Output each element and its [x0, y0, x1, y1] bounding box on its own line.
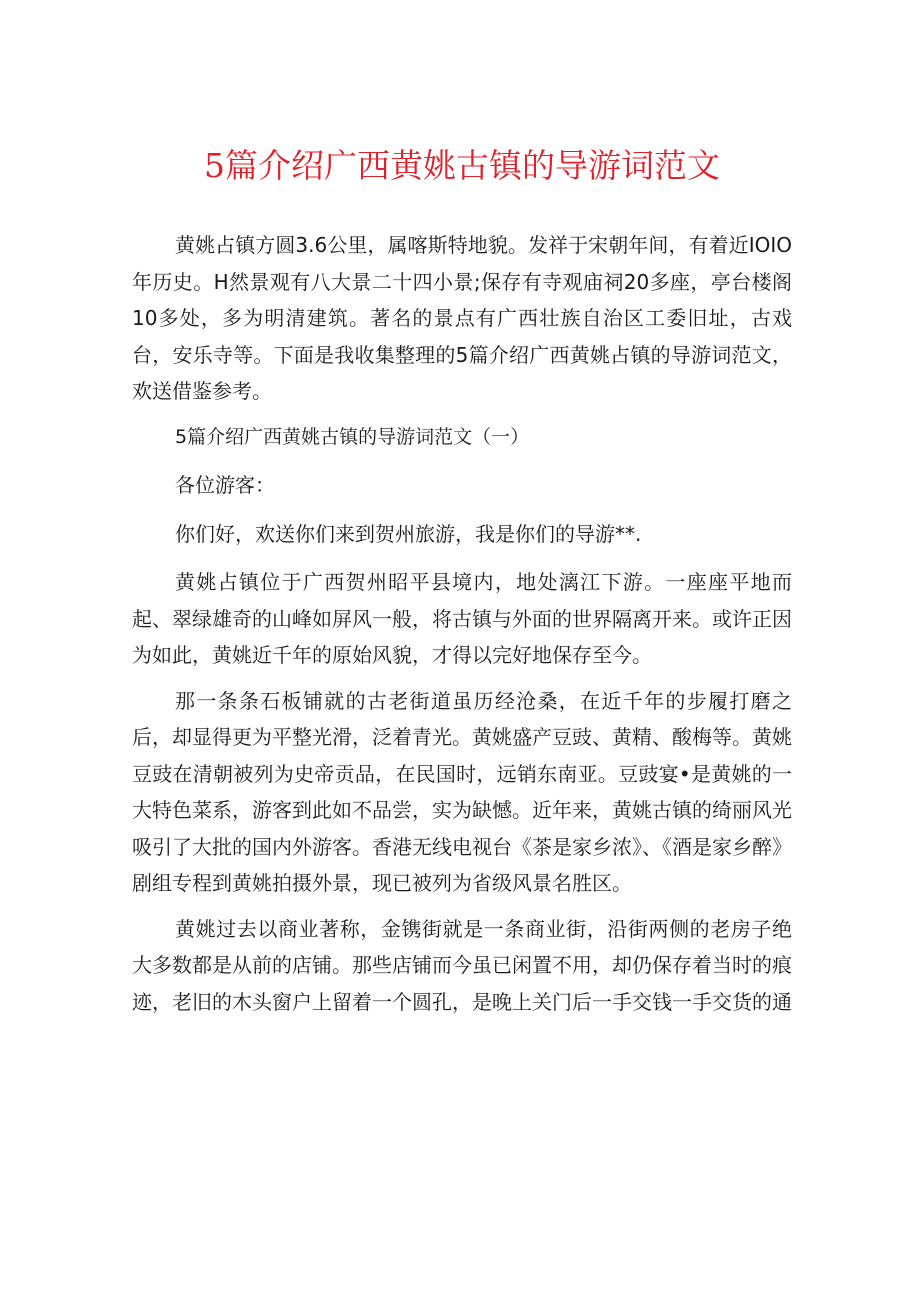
document-title: 5篇介绍广西黄姚古镇的导游词范文 [204, 146, 720, 185]
street-paragraph: 那一条条石板铺就的古老街道虽历经沧桑，在近千年的步履打磨之后，却显得更为平整光滑，泛着青光。黄姚盛产豆豉、黄精、酸梅等。黄姚豆豉在清朝被列为史帝贡品，在民国时，远销东南亚。豆豉宴•是黄姚的一大特色菜系，游客到此如不品尝，实为缺憾。近年来，黄姚古镇的绮丽风光吸引了大批的国内外游客。香港无线电视台《茶是家乡浓》、《酒是家乡醉》剧组专程到黄姚拍摄外景，现已被列为省级风景名胜区。 [132, 688, 792, 895]
section-heading: 5篇介绍广西黄姚古镇的导游词范文（一） [175, 425, 530, 448]
greeting-paragraph: 各位游客： [175, 473, 275, 497]
commerce-paragraph: 黄姚过去以商业著称，金镌街就是一条商业街，沿街两侧的老房子绝大多数都是从前的店铺。那些店铺而今虽已闲置不用，却仍保存着当时的痕迹，老旧的木头窗户上留着一个圆孔，是晚上关门后一手交钱一手交货的通 [132, 916, 792, 1014]
intro-paragraph: 黄姚占镇方圆3.6公里，属喀斯特地貌。发祥于宋朝年间，有着近IOIO年历史。H然景观有八大景二十四小景;保存有寺观庙祠20多座，亭台楼阁10多处，多为明清建筑。著名的景点有广西壮族自治区工委旧址，古戏台，安乐寺等。下面是我收集整理的5篇介绍广西黄姚占镇的导游词范文，欢送借鉴参考。 [132, 233, 792, 403]
location-paragraph: 黄姚占镇位于广西贺州昭平县境内，地处漓江下游。一座座平地而起、翠绿雄奇的山峰如屏风一般，将古镇与外面的世界隔离开来。或许正因为如此，黄姚近千年的原始风貌，才得以完好地保存至今。 [132, 570, 792, 667]
welcome-paragraph: 你们好，欢送你们来到贺州旅游，我是你们的导游**. [175, 521, 642, 546]
